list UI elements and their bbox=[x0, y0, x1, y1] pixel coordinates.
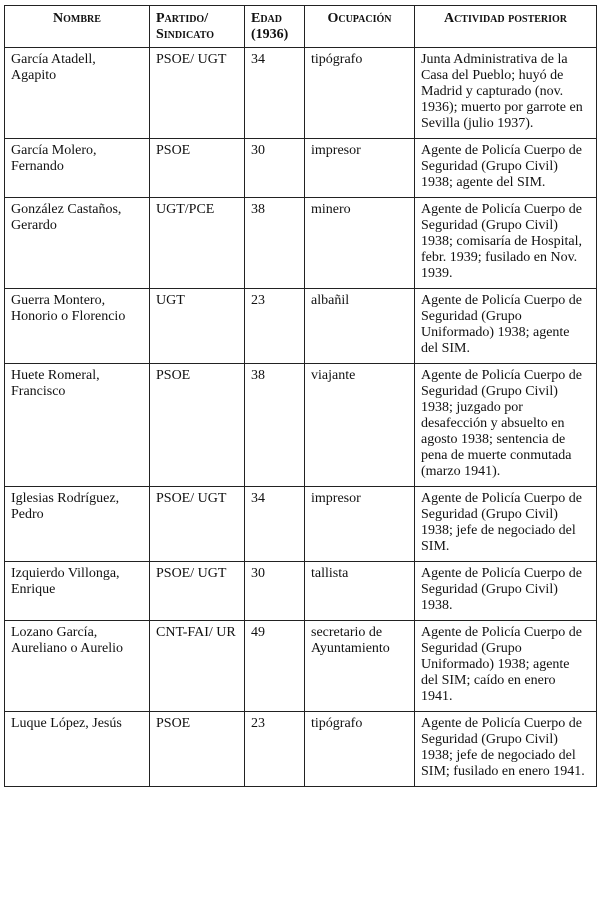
cell-nombre: Luque López, Jesús bbox=[5, 712, 150, 787]
cell-edad: 49 bbox=[245, 621, 305, 712]
cell-actividad: Agente de Policía Cuerpo de Seguridad (Grupo Civil) 1938; juzgado por desafección y absuelto en agosto 1938; sentencia de pena de muerte conmutada (marzo 1941). bbox=[415, 364, 597, 487]
cell-ocupacion: tipógrafo bbox=[305, 48, 415, 139]
cell-ocupacion: tallista bbox=[305, 562, 415, 621]
cell-actividad: Agente de Policía Cuerpo de Seguridad (Grupo Civil) 1938; jefe de negociado del SIM. bbox=[415, 487, 597, 562]
cell-nombre: González Castaños, Gerardo bbox=[5, 198, 150, 289]
cell-ocupacion: viajante bbox=[305, 364, 415, 487]
cell-partido: UGT bbox=[150, 289, 245, 364]
cell-partido: PSOE/ UGT bbox=[150, 562, 245, 621]
cell-ocupacion: impresor bbox=[305, 139, 415, 198]
cell-edad: 30 bbox=[245, 139, 305, 198]
table-row bbox=[5, 289, 597, 364]
cell-actividad: Junta Administrativa de la Casa del Pueblo; huyó de Madrid y capturado (nov. 1936); muerto por garrote en Sevilla (julio 1937). bbox=[415, 48, 597, 139]
cell-nombre: García Molero, Fernando bbox=[5, 139, 150, 198]
cell-partido: PSOE/ UGT bbox=[150, 48, 245, 139]
cell-partido: PSOE bbox=[150, 139, 245, 198]
header-ocupacion: Ocupación bbox=[305, 6, 415, 48]
cell-edad: 34 bbox=[245, 48, 305, 139]
cell-nombre: Guerra Montero, Honorio o Florencio bbox=[5, 289, 150, 364]
table-row bbox=[5, 48, 597, 139]
cell-actividad: Agente de Policía Cuerpo de Seguridad (Grupo Uniformado) 1938; agente del SIM. bbox=[415, 289, 597, 364]
cell-actividad: Agente de Policía Cuerpo de Seguridad (Grupo Civil) 1938; agente del SIM. bbox=[415, 139, 597, 198]
personnel-table bbox=[4, 5, 597, 787]
table-row bbox=[5, 198, 597, 289]
cell-nombre: Lozano García, Aureliano o Aurelio bbox=[5, 621, 150, 712]
cell-partido: UGT/PCE bbox=[150, 198, 245, 289]
table-row bbox=[5, 487, 597, 562]
table-row bbox=[5, 562, 597, 621]
table-row bbox=[5, 139, 597, 198]
cell-nombre: Huete Romeral, Francisco bbox=[5, 364, 150, 487]
cell-partido: CNT-FAI/ UR bbox=[150, 621, 245, 712]
table-row bbox=[5, 364, 597, 487]
table-row bbox=[5, 621, 597, 712]
table-body bbox=[5, 48, 597, 787]
header-nombre: Nombre bbox=[5, 6, 150, 48]
cell-partido: PSOE bbox=[150, 364, 245, 487]
cell-ocupacion: minero bbox=[305, 198, 415, 289]
cell-edad: 30 bbox=[245, 562, 305, 621]
cell-edad: 34 bbox=[245, 487, 305, 562]
cell-ocupacion: albañil bbox=[305, 289, 415, 364]
header-actividad: Actividad posterior bbox=[415, 6, 597, 48]
header-row bbox=[5, 6, 597, 48]
cell-partido: PSOE bbox=[150, 712, 245, 787]
cell-nombre: García Atadell, Agapito bbox=[5, 48, 150, 139]
cell-ocupacion: impresor bbox=[305, 487, 415, 562]
cell-edad: 38 bbox=[245, 364, 305, 487]
cell-edad: 38 bbox=[245, 198, 305, 289]
cell-ocupacion: secretario de Ayuntamiento bbox=[305, 621, 415, 712]
cell-partido: PSOE/ UGT bbox=[150, 487, 245, 562]
cell-nombre: Iglesias Rodríguez, Pedro bbox=[5, 487, 150, 562]
header-edad: Edad (1936) bbox=[245, 6, 305, 48]
cell-edad: 23 bbox=[245, 712, 305, 787]
cell-nombre: Izquierdo Villonga, Enrique bbox=[5, 562, 150, 621]
table-row bbox=[5, 712, 597, 787]
cell-ocupacion: tipógrafo bbox=[305, 712, 415, 787]
cell-actividad: Agente de Policía Cuerpo de Seguridad (Grupo Civil) 1938; comisaría de Hospital, febr. 1939; fusilado en Nov. 1939. bbox=[415, 198, 597, 289]
header-partido: Partido/ Sindicato bbox=[150, 6, 245, 48]
cell-actividad: Agente de Policía Cuerpo de Seguridad (Grupo Civil) 1938; jefe de negociado del SIM; fusilado en enero 1941. bbox=[415, 712, 597, 787]
cell-edad: 23 bbox=[245, 289, 305, 364]
cell-actividad: Agente de Policía Cuerpo de Seguridad (Grupo Civil) 1938. bbox=[415, 562, 597, 621]
cell-actividad: Agente de Policía Cuerpo de Seguridad (Grupo Uniformado) 1938; agente del SIM; caído en enero 1941. bbox=[415, 621, 597, 712]
